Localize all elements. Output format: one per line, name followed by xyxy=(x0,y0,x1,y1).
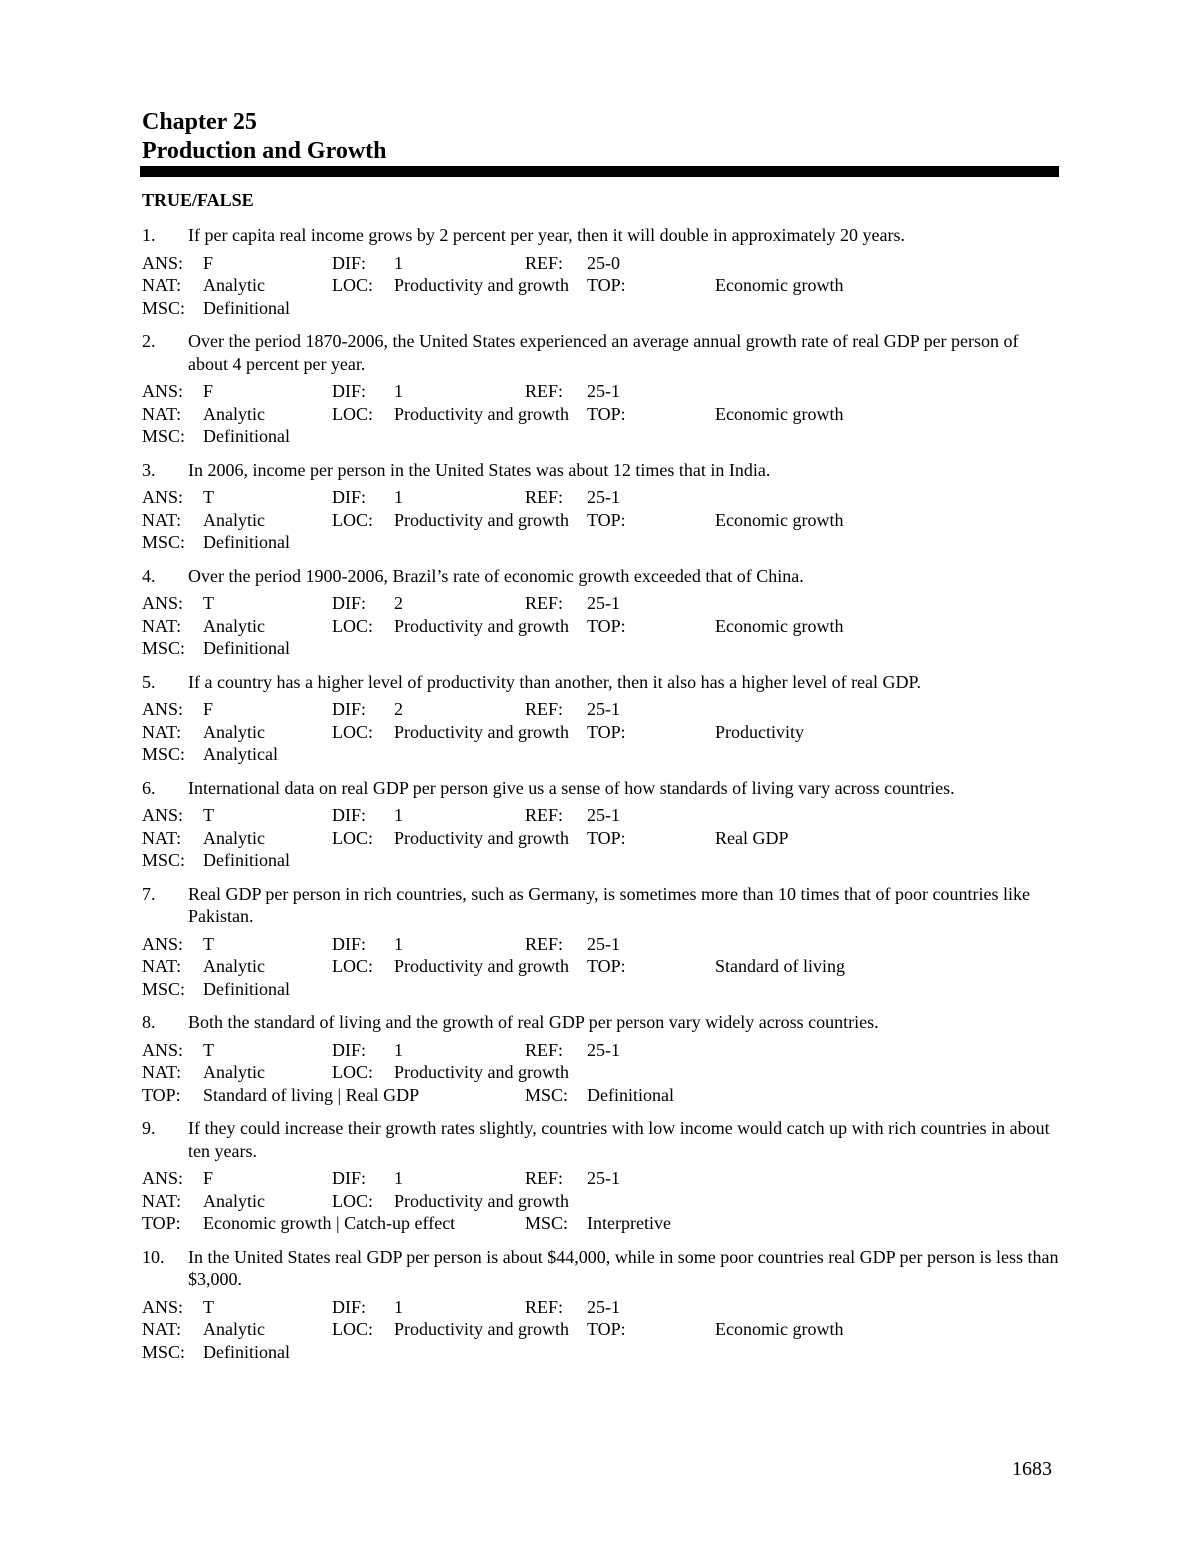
nat-label: NAT: xyxy=(142,1319,182,1339)
question-text: Both the standard of living and the growth of real GDP per person vary widely across countries. xyxy=(188,1012,879,1032)
ref-value: 25-1 xyxy=(587,1296,620,1317)
msc-label: MSC: xyxy=(142,850,186,870)
ref-label: REF: xyxy=(525,699,564,719)
answer-meta-row xyxy=(142,1212,1062,1235)
nat-label: NAT: xyxy=(142,721,182,742)
top-label: TOP: xyxy=(587,275,626,295)
dif-value: 1 xyxy=(394,933,403,954)
loc-label: LOC: xyxy=(332,1319,374,1339)
msc-label: MSC: xyxy=(142,532,186,552)
loc-value: Productivity and growth xyxy=(394,827,569,848)
top-label: TOP: xyxy=(142,1084,181,1105)
question-item xyxy=(142,777,1062,872)
dif-label: DIF: xyxy=(332,933,367,954)
dif-value: 1 xyxy=(394,252,403,273)
msc-label: MSC: xyxy=(142,638,186,658)
answer-meta-row xyxy=(142,531,1062,554)
question-text: If a country has a higher level of productivity than another, then it also has a higher level of real GDP. xyxy=(188,671,922,692)
loc-label: LOC: xyxy=(332,1190,374,1211)
ans-value: T xyxy=(203,1039,214,1060)
loc-value: Productivity and growth xyxy=(394,275,569,295)
top-value: Economic growth | Catch-up effect xyxy=(203,1213,456,1233)
top-label: TOP: xyxy=(587,1319,626,1339)
ref-label: REF: xyxy=(525,1168,564,1188)
top-label: TOP: xyxy=(587,509,626,530)
top-value: Real GDP xyxy=(715,827,789,848)
question-stem xyxy=(142,883,1062,928)
top-value: Productivity xyxy=(715,721,804,742)
question-list xyxy=(142,224,1062,1374)
question-number: 2. xyxy=(142,331,156,351)
nat-value: Analytic xyxy=(203,509,265,530)
msc-value: Definitional xyxy=(203,297,290,318)
loc-value: Productivity and growth xyxy=(394,1319,569,1339)
dif-value: 2 xyxy=(394,593,403,613)
answer-meta-row xyxy=(142,804,1062,827)
question-item xyxy=(142,459,1062,554)
ans-value: F xyxy=(203,699,214,719)
msc-label: MSC: xyxy=(142,297,186,318)
answer-meta-row xyxy=(142,1296,1062,1319)
chapter-title: Production and Growth xyxy=(142,138,387,164)
dif-value: 2 xyxy=(394,699,403,719)
answer-meta-row xyxy=(142,955,1062,978)
msc-value: Interpretive xyxy=(587,1213,671,1233)
loc-value: Productivity and growth xyxy=(394,509,569,530)
question-item xyxy=(142,883,1062,1001)
question-stem xyxy=(142,224,1062,247)
answer-meta-row xyxy=(142,743,1062,766)
nat-value: Analytic xyxy=(203,615,265,636)
dif-value: 1 xyxy=(394,487,403,507)
ref-label: REF: xyxy=(525,593,564,613)
loc-value: Productivity and growth xyxy=(394,721,569,742)
answer-meta-row xyxy=(142,509,1062,532)
question-stem xyxy=(142,330,1062,375)
question-number: 3. xyxy=(142,459,156,480)
question-item xyxy=(142,1246,1062,1364)
ref-value: 25-1 xyxy=(587,699,620,719)
msc-label: MSC: xyxy=(142,978,186,999)
ref-value: 25-1 xyxy=(587,593,620,613)
ref-label: REF: xyxy=(525,1039,564,1060)
nat-value: Analytic xyxy=(203,275,265,295)
nat-value: Analytic xyxy=(203,827,265,848)
question-text: If per capita real income grows by 2 percent per year, then it will double in approximately 20 years. xyxy=(188,225,906,245)
top-value: Economic growth xyxy=(715,275,844,295)
ans-label: ANS: xyxy=(142,381,184,401)
msc-value: Definitional xyxy=(203,532,290,552)
question-stem xyxy=(142,1117,1062,1162)
ans-label: ANS: xyxy=(142,593,184,613)
msc-label: MSC: xyxy=(142,1341,186,1362)
question-item xyxy=(142,565,1062,660)
dif-value: 1 xyxy=(394,1296,403,1317)
nat-value: Analytic xyxy=(203,1062,265,1082)
nat-label: NAT: xyxy=(142,275,182,295)
top-label: TOP: xyxy=(587,956,626,976)
dif-label: DIF: xyxy=(332,252,367,273)
ref-value: 25-1 xyxy=(587,1168,620,1188)
answer-meta-row xyxy=(142,1318,1062,1341)
loc-value: Productivity and growth xyxy=(394,1062,569,1082)
ans-value: T xyxy=(203,805,214,825)
ref-label: REF: xyxy=(525,381,564,401)
chapter-heading xyxy=(142,108,387,166)
dif-label: DIF: xyxy=(332,1168,367,1188)
question-number: 4. xyxy=(142,565,156,586)
answer-meta-row xyxy=(142,403,1062,426)
answer-meta-row xyxy=(142,1061,1062,1084)
question-text: Over the period 1870-2006, the United States experienced an average annual growth rate of real GDP per person of about 4 percent per year. xyxy=(188,331,1019,374)
loc-label: LOC: xyxy=(332,403,374,424)
ans-value: T xyxy=(203,487,214,507)
answer-meta-row xyxy=(142,1039,1062,1062)
ans-label: ANS: xyxy=(142,1168,184,1188)
msc-label: MSC: xyxy=(525,1084,569,1105)
answer-meta-row xyxy=(142,933,1062,956)
question-text: In 2006, income per person in the United States was about 12 times that in India. xyxy=(188,459,771,480)
top-value: Economic growth xyxy=(715,403,844,424)
question-number: 10. xyxy=(142,1246,165,1267)
ans-value: F xyxy=(203,252,214,273)
ans-value: F xyxy=(203,381,214,401)
question-item xyxy=(142,224,1062,319)
ref-value: 25-1 xyxy=(587,1039,620,1060)
ref-label: REF: xyxy=(525,933,564,954)
question-item xyxy=(142,330,1062,448)
ans-label: ANS: xyxy=(142,252,184,273)
answer-meta-row xyxy=(142,592,1062,615)
top-label: TOP: xyxy=(587,615,626,636)
answer-meta-row xyxy=(142,721,1062,744)
section-heading: TRUE/FALSE xyxy=(142,190,254,210)
ref-label: REF: xyxy=(525,487,564,507)
msc-value: Definitional xyxy=(203,426,290,446)
ref-value: 25-1 xyxy=(587,487,620,507)
question-stem xyxy=(142,459,1062,482)
loc-label: LOC: xyxy=(332,509,374,530)
ref-label: REF: xyxy=(525,1296,564,1317)
question-number: 8. xyxy=(142,1012,156,1032)
question-item xyxy=(142,671,1062,766)
question-number: 6. xyxy=(142,777,156,798)
ref-value: 25-1 xyxy=(587,381,620,401)
dif-value: 1 xyxy=(394,1039,403,1060)
question-text: In the United States real GDP per person is about $44,000, while in some poor countries real GDP per person is less than $3,000. xyxy=(188,1246,1059,1289)
question-stem xyxy=(142,565,1062,588)
nat-label: NAT: xyxy=(142,827,182,848)
question-stem xyxy=(142,671,1062,694)
top-label: TOP: xyxy=(587,403,626,424)
answer-meta-row xyxy=(142,978,1062,1001)
answer-meta-row xyxy=(142,849,1062,872)
ans-value: T xyxy=(203,1296,214,1317)
ans-label: ANS: xyxy=(142,699,184,719)
answer-meta-row xyxy=(142,274,1062,297)
top-value: Standard of living | Real GDP xyxy=(203,1084,420,1105)
ans-label: ANS: xyxy=(142,933,184,954)
top-value: Standard of living xyxy=(715,956,845,976)
nat-value: Analytic xyxy=(203,956,265,976)
msc-value: Analytical xyxy=(203,744,278,764)
dif-value: 1 xyxy=(394,1168,403,1188)
question-item xyxy=(142,1117,1062,1235)
top-label: TOP: xyxy=(587,827,626,848)
ans-label: ANS: xyxy=(142,1039,184,1060)
question-number: 9. xyxy=(142,1118,156,1138)
ref-value: 25-0 xyxy=(587,252,620,273)
nat-value: Analytic xyxy=(203,1190,265,1211)
msc-value: Definitional xyxy=(203,978,290,999)
msc-label: MSC: xyxy=(525,1213,569,1233)
nat-label: NAT: xyxy=(142,956,182,976)
question-stem xyxy=(142,777,1062,800)
answer-meta-row xyxy=(142,297,1062,320)
nat-label: NAT: xyxy=(142,615,182,636)
loc-label: LOC: xyxy=(332,275,374,295)
dif-label: DIF: xyxy=(332,487,367,507)
ref-value: 25-1 xyxy=(587,805,620,825)
question-number: 7. xyxy=(142,883,156,904)
answer-meta-row xyxy=(142,615,1062,638)
dif-label: DIF: xyxy=(332,381,367,401)
question-stem xyxy=(142,1011,1062,1034)
nat-label: NAT: xyxy=(142,509,182,530)
msc-label: MSC: xyxy=(142,744,186,764)
top-value: Economic growth xyxy=(715,615,844,636)
answer-meta-row xyxy=(142,380,1062,403)
msc-label: MSC: xyxy=(142,426,186,446)
top-label: TOP: xyxy=(142,1213,181,1233)
msc-value: Definitional xyxy=(587,1084,674,1105)
nat-value: Analytic xyxy=(203,721,265,742)
msc-value: Definitional xyxy=(203,1341,290,1362)
dif-label: DIF: xyxy=(332,699,367,719)
answer-meta-row xyxy=(142,486,1062,509)
question-text: International data on real GDP per person give us a sense of how standards of living vary across countries. xyxy=(188,777,955,798)
chapter-number: Chapter 25 xyxy=(142,109,257,135)
nat-value: Analytic xyxy=(203,1319,265,1339)
top-value: Economic growth xyxy=(715,1319,844,1339)
question-text: Real GDP per person in rich countries, such as Germany, is sometimes more than 10 times that of poor countries like Pakistan. xyxy=(188,883,1030,926)
msc-value: Definitional xyxy=(203,638,290,658)
ans-value: F xyxy=(203,1168,214,1188)
dif-label: DIF: xyxy=(332,593,367,613)
dif-label: DIF: xyxy=(332,805,367,825)
question-text: Over the period 1900-2006, Brazil’s rate of economic growth exceeded that of China. xyxy=(188,565,804,586)
answer-meta-row xyxy=(142,252,1062,275)
answer-meta-row xyxy=(142,1167,1062,1190)
loc-label: LOC: xyxy=(332,956,374,976)
msc-value: Definitional xyxy=(203,850,290,870)
dif-label: DIF: xyxy=(332,1296,367,1317)
dif-label: DIF: xyxy=(332,1039,367,1060)
nat-label: NAT: xyxy=(142,1062,182,1082)
ans-value: T xyxy=(203,593,214,613)
loc-label: LOC: xyxy=(332,721,374,742)
ans-label: ANS: xyxy=(142,487,184,507)
top-value: Economic growth xyxy=(715,509,844,530)
ans-label: ANS: xyxy=(142,1296,184,1317)
loc-label: LOC: xyxy=(332,827,374,848)
ref-value: 25-1 xyxy=(587,933,620,954)
ref-label: REF: xyxy=(525,805,564,825)
ans-label: ANS: xyxy=(142,805,184,825)
loc-label: LOC: xyxy=(332,1062,374,1082)
nat-label: NAT: xyxy=(142,403,182,424)
page-number: 1683 xyxy=(1012,1458,1052,1480)
loc-value: Productivity and growth xyxy=(394,615,569,636)
answer-meta-row xyxy=(142,1084,1062,1107)
question-number: 1. xyxy=(142,225,156,245)
top-label: TOP: xyxy=(587,721,626,742)
answer-meta-row xyxy=(142,698,1062,721)
loc-value: Productivity and growth xyxy=(394,1190,569,1211)
answer-meta-row xyxy=(142,827,1062,850)
ref-label: REF: xyxy=(525,252,564,273)
question-stem xyxy=(142,1246,1062,1291)
nat-label: NAT: xyxy=(142,1190,182,1211)
dif-value: 1 xyxy=(394,381,403,401)
question-number: 5. xyxy=(142,671,156,692)
answer-meta-row xyxy=(142,1190,1062,1213)
ans-value: T xyxy=(203,933,214,954)
dif-value: 1 xyxy=(394,805,403,825)
loc-value: Productivity and growth xyxy=(394,403,569,424)
question-item xyxy=(142,1011,1062,1106)
loc-value: Productivity and growth xyxy=(394,956,569,976)
answer-meta-row xyxy=(142,637,1062,660)
loc-label: LOC: xyxy=(332,615,374,636)
heading-rule xyxy=(140,166,1059,177)
nat-value: Analytic xyxy=(203,403,265,424)
question-text: If they could increase their growth rates slightly, countries with low income would catch up with rich countries in about ten years. xyxy=(188,1118,1050,1161)
answer-meta-row xyxy=(142,1341,1062,1364)
answer-meta-row xyxy=(142,425,1062,448)
